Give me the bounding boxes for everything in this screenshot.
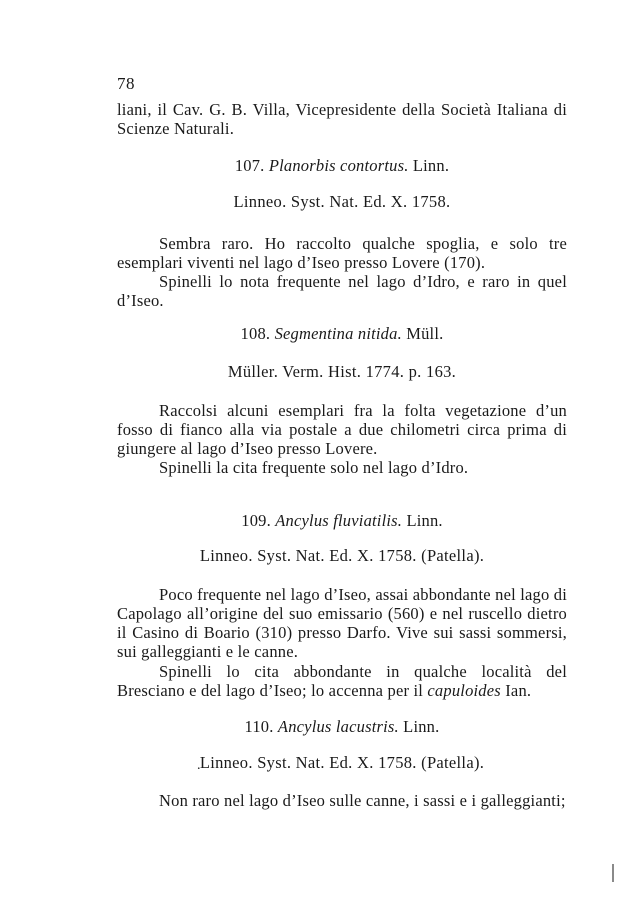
paragraph-text: Spinelli lo cita abbondante in qualche località del Bresciano e del lago d’Iseo; lo accenna per il <box>117 662 567 700</box>
species-author: Linn. <box>412 156 450 175</box>
entry-heading-110 <box>117 717 567 736</box>
entry-citation-110: Linneo. Syst. Nat. Ed. X. 1758. (Patella). <box>199 753 485 772</box>
species-author: Linn. <box>403 717 440 736</box>
entry-paragraph: Poco frequente nel lago d’Iseo, assai abbondante nel lago di Capolago all’origine del suo emissario (560) e nel ruscello dietro il Casino di Boario (310) presso Darfo. Vive sui sassi sommersi, sui galleggianti e le canne. <box>117 585 567 661</box>
entry-heading-109 <box>117 511 567 530</box>
entry-number: 110. <box>244 717 274 736</box>
entry-paragraph: Sembra raro. Ho raccolto qualche spoglia, e solo tre esemplari viventi nel lago d’Iseo presso Lovere (170). <box>117 234 567 272</box>
italic-species-name: capuloides <box>427 681 501 700</box>
species-name: Ancylus fluviatilis. <box>275 511 403 530</box>
stray-print-mark: . <box>197 758 201 773</box>
entry-paragraph: Spinelli la cita frequente solo nel lago d’Idro. <box>159 458 469 477</box>
entry-heading-107 <box>117 156 567 175</box>
entry-number: 107. <box>234 156 265 175</box>
entry-citation-107: Linneo. Syst. Nat. Ed. X. 1758. <box>233 192 451 211</box>
scan-edge-artifact <box>612 864 614 882</box>
species-author: Müll. <box>406 324 444 343</box>
page-number: 78 <box>117 74 135 93</box>
entry-heading-108 <box>117 324 567 343</box>
entry-paragraph: Non raro nel lago d’Iseo sulle canne, i sassi e i galleggianti; <box>159 791 566 810</box>
entry-paragraph: Raccolsi alcuni esemplari fra la folta vegetazione d’un fosso di fianco alla via postale a due chilometri circa prima di giungere al lago d’Iseo presso Lovere. <box>117 401 567 458</box>
entry-number: 108. <box>240 324 271 343</box>
entry-paragraph: Spinelli lo nota frequente nel lago d’Idro, e raro in quel d’Iseo. <box>117 272 567 310</box>
species-author: Linn. <box>406 511 443 530</box>
species-name: Planorbis contortus. <box>268 156 409 175</box>
entry-number: 109. <box>241 511 271 530</box>
entry-paragraph <box>117 662 567 700</box>
entry-citation-108: Müller. Verm. Hist. 1774. p. 163. <box>227 362 457 381</box>
entry-citation-109: Linneo. Syst. Nat. Ed. X. 1758. (Patella). <box>199 546 485 565</box>
species-name: Ancylus lacustris. <box>277 717 399 736</box>
paragraph-text: Ian. <box>500 681 532 700</box>
continuation-paragraph: liani, il Cav. G. B. Villa, Vicepresidente della Società Italiana di Scienze Naturali. <box>117 100 567 138</box>
species-name: Segmentina nitida. <box>274 324 402 343</box>
